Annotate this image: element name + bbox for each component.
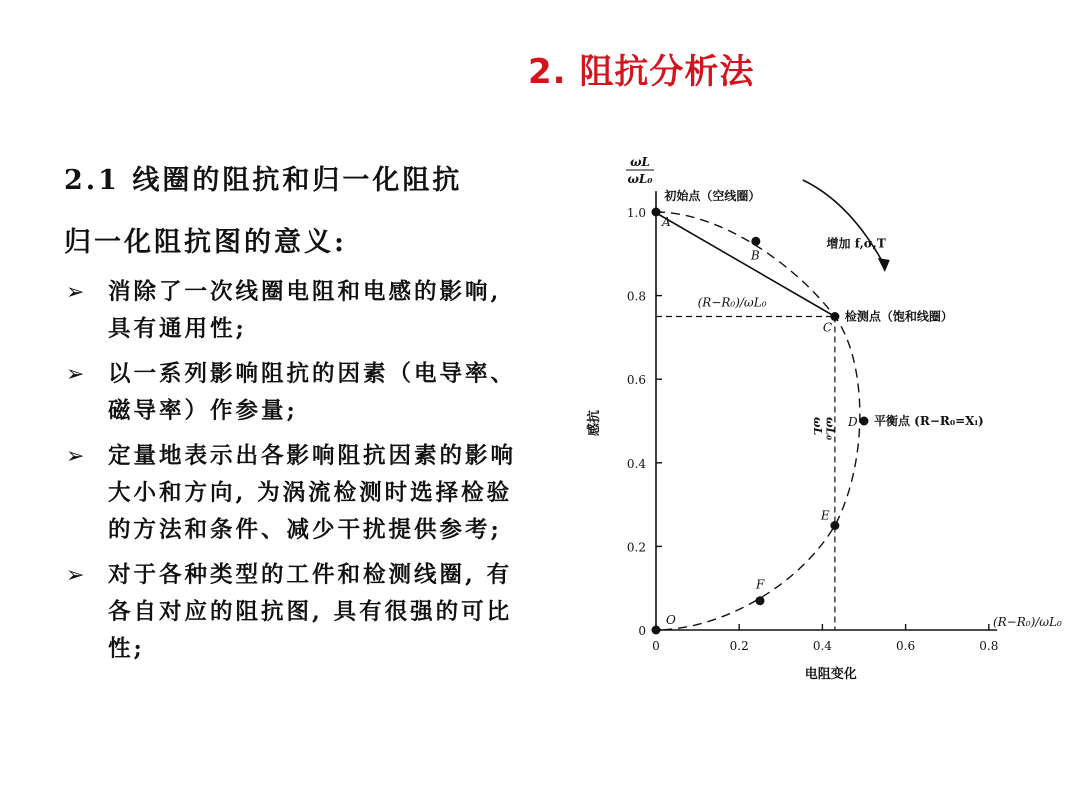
bullet-item-3 — [64, 438, 594, 549]
point-label-c: C — [822, 320, 833, 335]
y-tick-label: 0.8 — [626, 289, 646, 304]
point-label-o: O — [666, 613, 676, 627]
x-tick-label: 0 — [652, 639, 660, 653]
labels — [586, 155, 1062, 682]
start-point-annotation: 初始点（空线圈） — [664, 189, 761, 203]
point-label-b: B — [750, 248, 760, 263]
point-e — [830, 521, 839, 530]
point-o — [652, 626, 661, 635]
bullet-item-4 — [64, 557, 594, 668]
point-label-e: E — [820, 508, 830, 523]
point-b — [751, 237, 760, 246]
y-axis-label-top: ωL — [630, 155, 650, 169]
bullet-line: 消除了一次线圈电阻和电感的影响, — [108, 279, 502, 305]
arrow-bullet-icon: ➢ — [66, 563, 88, 588]
arrow-bullet-icon: ➢ — [66, 280, 88, 305]
bullet-line: 具有通用性; — [108, 316, 247, 342]
arrow-bullet-icon: ➢ — [66, 444, 88, 469]
bullet-line: 的方法和条件、减少干扰提供参考; — [108, 517, 502, 543]
impedance-diagram-svg — [587, 148, 1080, 708]
y-tick-label: 0.6 — [626, 373, 646, 388]
balance-point-annotation: 平衡点 (R−R₀=Xₗ) — [874, 414, 984, 428]
point-f — [756, 596, 765, 605]
y-tick-label: 0.4 — [626, 456, 646, 471]
detect-point-annotation: 检测点（饱和线圈） — [844, 309, 953, 324]
x-axis-label: (R−R₀)/ωL₀ — [992, 615, 1062, 629]
impedance-diagram — [587, 148, 1080, 708]
horizontal-guide-label: (R−R₀)/ωL₀ — [697, 295, 767, 310]
section-heading: 2.1 线圈的阻抗和归一化阻抗 — [64, 165, 463, 196]
bullet-line: 定量地表示出各影响阻抗因素的影响 — [108, 443, 517, 469]
vertical-guide-label-bottom: ωL₀ — [823, 417, 837, 441]
point-label-a: A — [662, 215, 671, 229]
point-label-f: F — [756, 577, 765, 592]
bullet-line: 以一系列影响阻抗的因素（电导率、 — [108, 361, 517, 387]
bullet-line: 磁导率）作参量; — [108, 398, 298, 424]
x-tick-label: 0.8 — [979, 639, 999, 653]
x-axis-title: 电阻变化 — [804, 667, 857, 682]
y-axis-label-bottom: ωL₀ — [627, 172, 653, 186]
bullet-item-1 — [64, 274, 594, 348]
y-axis-title: 感抗 — [587, 409, 602, 437]
page-title: 2. 阻抗分析法 — [528, 52, 755, 92]
point-d — [860, 417, 869, 426]
bullet-line: 大小和方向, 为涡流检测时选择检验 — [108, 480, 513, 506]
x-tick-label: 0.6 — [896, 639, 916, 653]
increase-arrowhead — [878, 258, 890, 272]
point-label-d: D — [848, 415, 858, 429]
y-tick-label: 1.0 — [626, 206, 646, 220]
increase-annotation: 增加 f,σ,T — [826, 236, 886, 251]
y-tick-label: 0.2 — [626, 540, 646, 555]
point-a — [652, 208, 661, 217]
y-tick-label: 0 — [638, 624, 646, 638]
increase-arrow — [803, 180, 885, 266]
bullet-line: 性; — [108, 636, 145, 662]
vertical-guide-label-top: ωL — [811, 417, 825, 436]
arrow-bullet-icon: ➢ — [66, 362, 88, 387]
section-subheading: 归一化阻抗图的意义: — [64, 227, 347, 258]
x-tick-label: 0.4 — [812, 639, 832, 653]
bullet-line: 各自对应的阻抗图, 具有很强的可比 — [108, 599, 513, 625]
bullet-list — [64, 274, 594, 676]
bullet-line: 对于各种类型的工件和检测线圈, 有 — [108, 562, 513, 588]
bullet-item-2 — [64, 356, 594, 430]
x-tick-label: 0.2 — [729, 639, 749, 653]
